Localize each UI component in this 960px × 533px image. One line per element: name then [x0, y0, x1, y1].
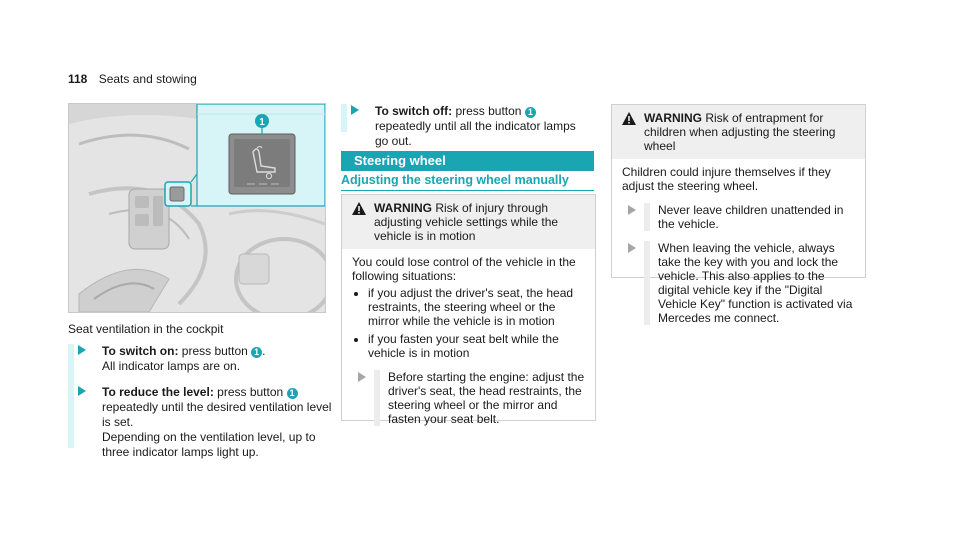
step-arrow-icon	[628, 205, 636, 215]
warning-box-injury	[341, 194, 596, 426]
warning-label: WARNING	[644, 111, 702, 125]
figure-caption: Seat ventilation in the cockpit	[68, 322, 224, 336]
step-arrow-icon	[351, 105, 359, 115]
step-arrow-icon	[628, 243, 636, 253]
warning-header: WARNING Risk of entrapment for children when adjusting the steering wheel	[612, 105, 865, 159]
page-number: 118	[68, 72, 88, 86]
subsection-heading: Adjusting the steering wheel manually	[341, 173, 594, 191]
switch-on-step: To switch on: press button 1 . All indicator lamps are on.	[88, 344, 338, 374]
warning-box-entrapment	[611, 104, 866, 325]
reduce-level-step: To reduce the level: press button 1 repeatedly until the desired ventilation level is set. Depending on the ventilation level, up to three indicator lamps light up.	[88, 385, 338, 460]
warning-action: When leaving the vehicle, always take the key with you and lock the vehicle. This also applies to the digital vehicle key if the "Digital Vehicle Key" function is activated via Mercedes me connect.	[622, 241, 855, 325]
switch-off-step: To switch off: press button 1 repeatedly until all the indicator lamps go out.	[341, 104, 591, 132]
section-heading: Steering wheel	[341, 151, 594, 171]
step-arrow-icon	[358, 372, 366, 382]
callout-number: 1	[251, 347, 262, 358]
callout-1-label: 1	[259, 117, 265, 128]
warning-header: WARNING Risk of injury through adjusting vehicle settings while the vehicle is in motion	[342, 195, 595, 249]
warning-action: Never leave children unattended in the vehicle.	[622, 203, 855, 231]
warning-label: WARNING	[374, 201, 432, 215]
step-arrow-icon	[78, 386, 86, 396]
warning-action: Before starting the engine: adjust the driver's seat, the head restraints, the steering wheel or the mirror and fasten your seat belt.	[352, 370, 585, 426]
warning-triangle-icon	[622, 112, 636, 125]
warning-body: Children could injure themselves if they adjust the steering wheel. Never leave children unattended in the vehicle. When leaving the vehicle, always take the key with you and lock the vehicle. This also applies to the digital vehicle key if the "Digital Vehicle Key" function is activated via Mercedes me connect.	[612, 159, 865, 333]
seat-ventilation-figure	[68, 103, 326, 313]
callout-number: 1	[287, 388, 298, 399]
section-title: Seats and stowing	[98, 72, 197, 86]
step-arrow-icon	[78, 345, 86, 355]
cockpit-illustration	[69, 104, 325, 312]
list-item: • if you fasten your seat belt while the vehicle is in motion	[368, 332, 585, 360]
warning-body: You could lose control of the vehicle in the following situations: • if you adjust the driver's seat, the head restraints, the steering wheel or the mirror while the vehicle is in motion • if you fasten your seat belt while the vehicle is in motion Before starting the engine: adjust the driver's seat, the head restraints, the steering wheel or the mirror and fasten your seat belt.	[342, 249, 595, 434]
warning-bullet-list	[352, 286, 585, 360]
list-item: • if you adjust the driver's seat, the head restraints, the steering wheel or the mirror while the vehicle is in motion	[368, 286, 585, 328]
page-header	[68, 72, 197, 86]
warning-triangle-icon	[352, 202, 366, 215]
instruction-steps-left	[68, 344, 338, 459]
callout-number: 1	[525, 107, 536, 118]
